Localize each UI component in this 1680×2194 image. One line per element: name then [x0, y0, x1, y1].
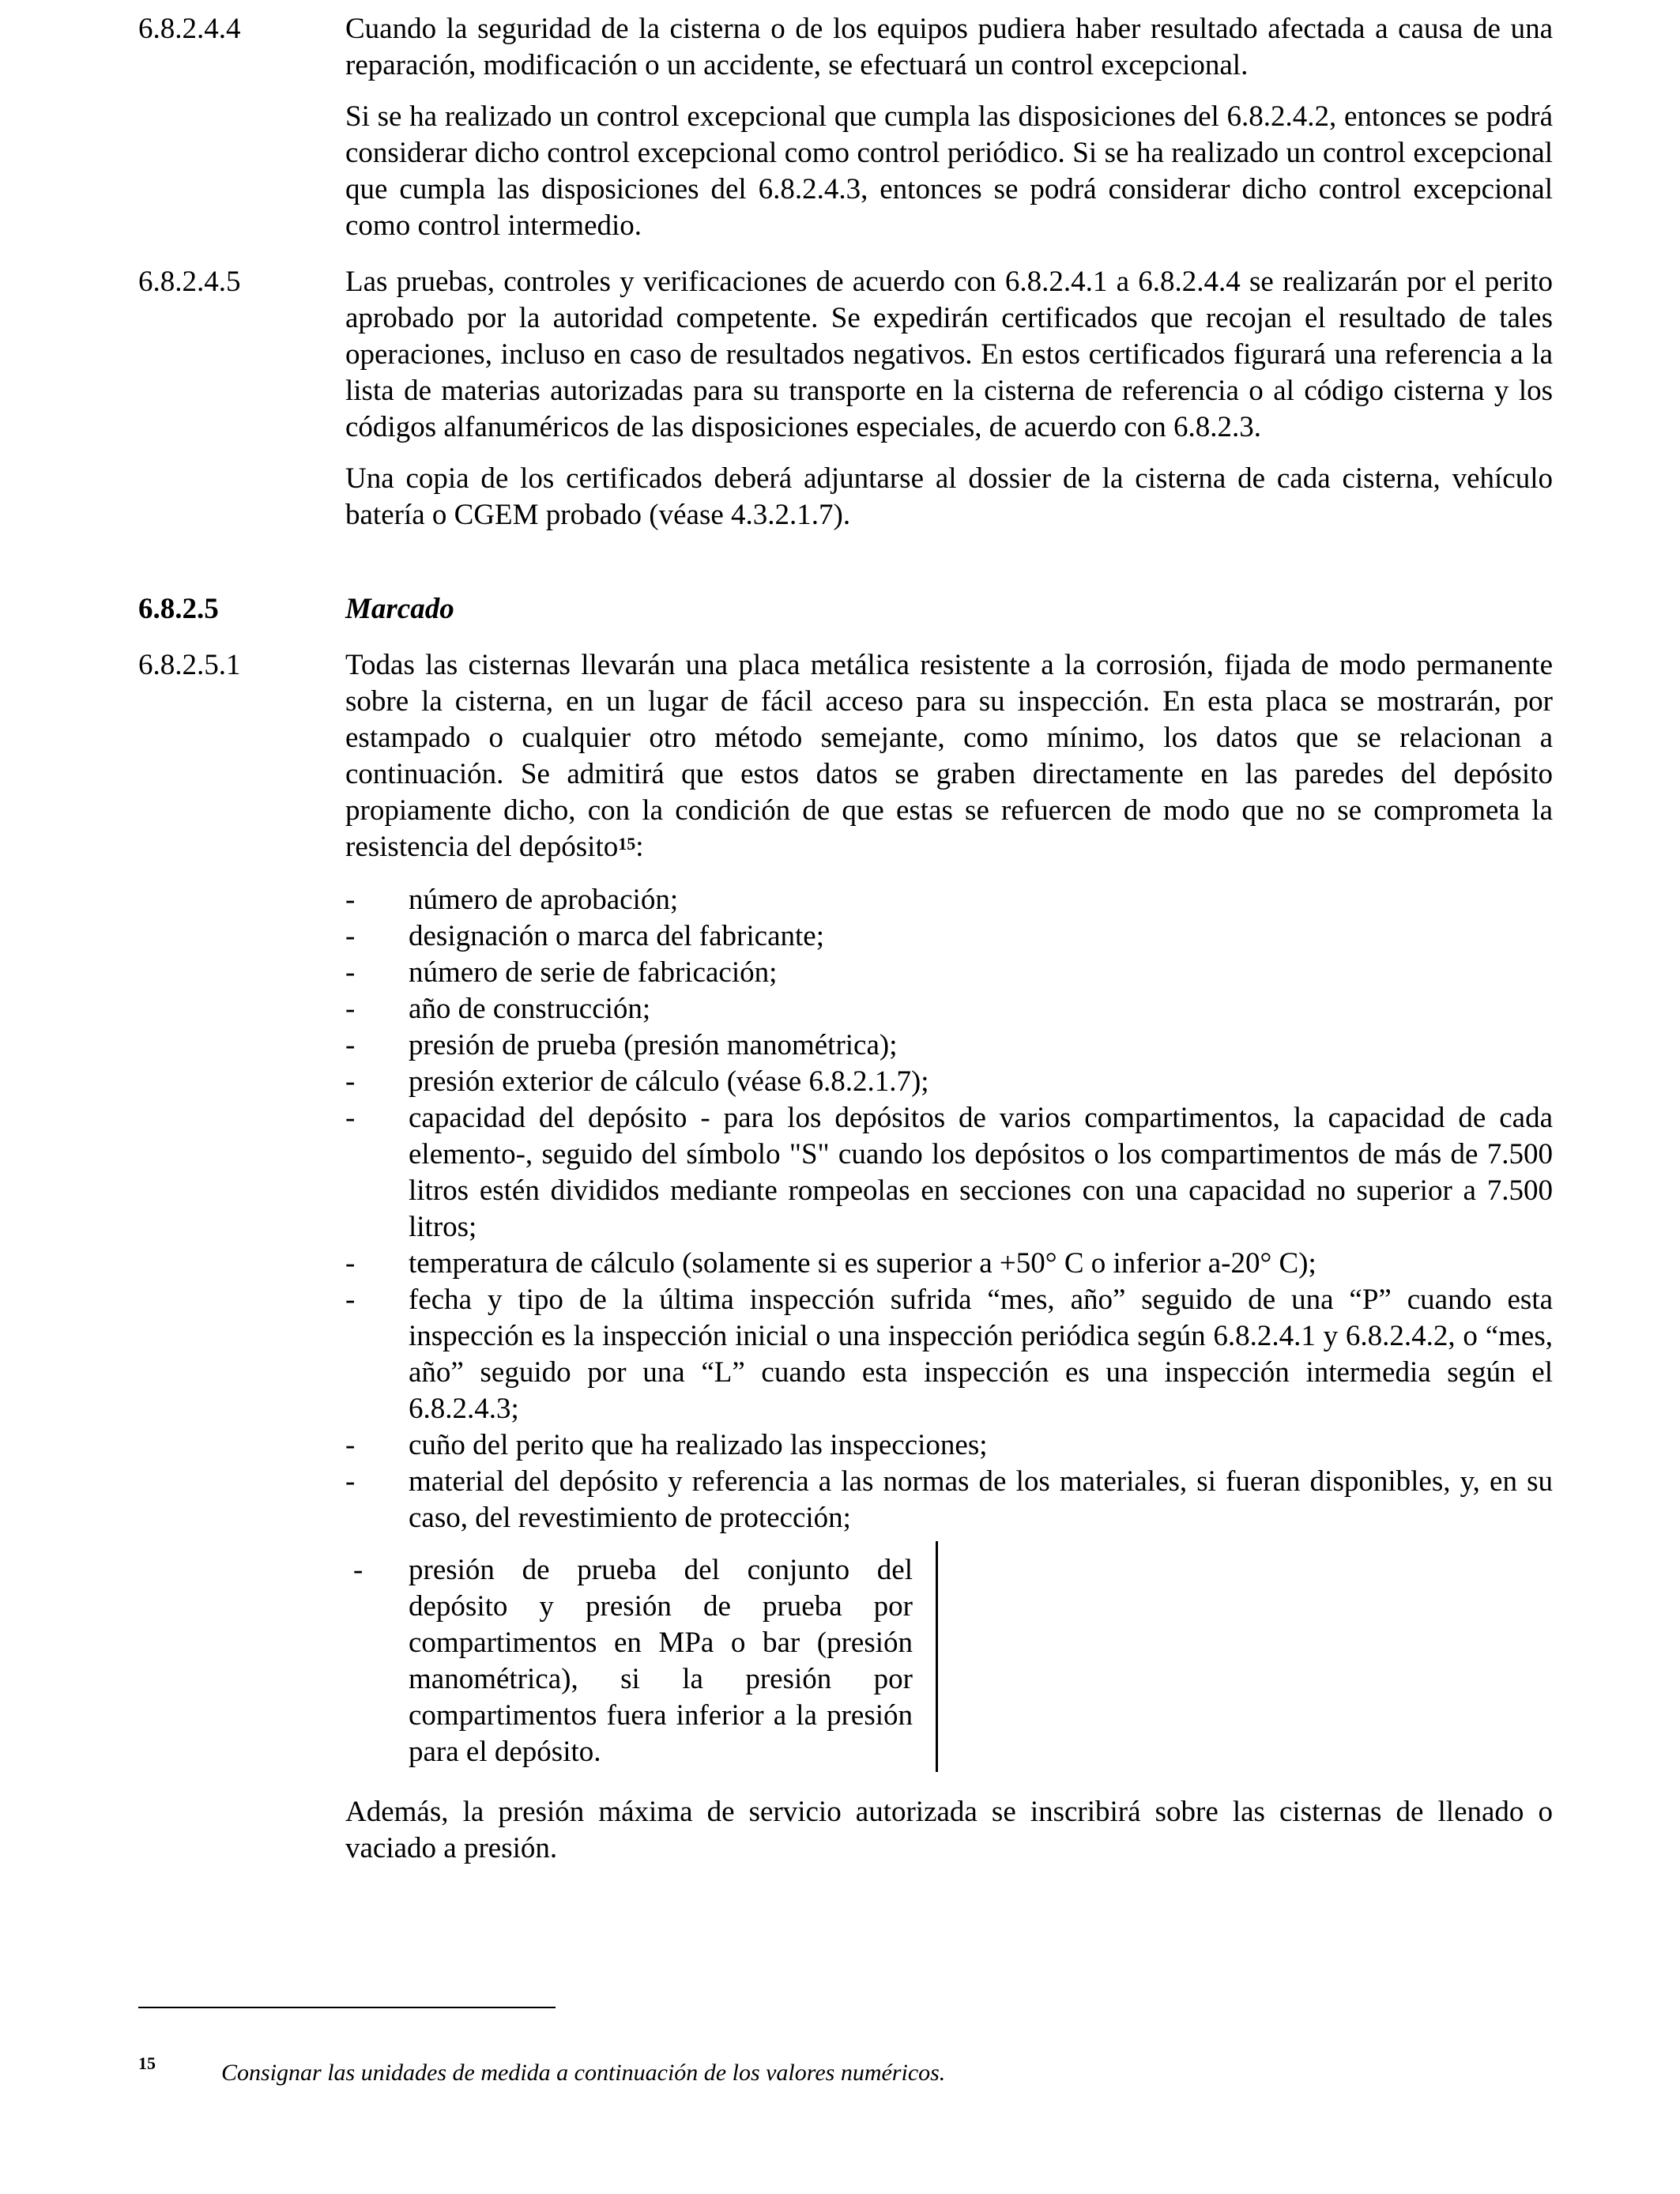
- list-item-text: temperatura de cálculo (solamente si es superior a +50° C o inferior a-20° C);: [409, 1247, 1317, 1280]
- paragraph: Las pruebas, controles y verificaciones de acuerdo con 6.8.2.4.1 a 6.8.2.4.4 se realizarán por el perito aprobado por la autoridad competente. Se expedirán certificados que recojan el resultado de tales operaciones, incluso en caso de resultados negativos. En estos certificados figurará una referencia a la lista de materias autorizadas para su transporte en la cisterna de referencia o al código cisterna y los códigos alfanuméricos de las disposiciones especiales, de acuerdo con 6.8.2.3.: [345, 266, 1553, 443]
- dash-bullet: -: [345, 1029, 356, 1061]
- section-6-8-2-5-1-continued: [138, 1794, 1553, 1882]
- paragraph: Si se ha realizado un control excepcional que cumpla las disposiciones del 6.8.2.4.2, entonces se podrá considerar dicho control excepcional como control periódico. Si se ha realizado un control excepcional que cumpla las disposiciones del 6.8.2.4.3, entonces se podrá considerar dicho control excepcional como control intermedio.: [345, 100, 1553, 242]
- footnote-reference: 15: [618, 834, 636, 854]
- list-item-text: presión de prueba del conjunto del depósito y presión de prueba por compartimentos en MPa o bar (presión manométrica), si la presión por compartimentos fuera inferior a la presión para el depósito.: [409, 1554, 913, 1768]
- paragraph: Además, la presión máxima de servicio autorizada se inscribirá sobre las cisternas de llenado o vaciado a presión.: [345, 1796, 1553, 1864]
- dash-bullet: -: [345, 884, 356, 916]
- dash-bullet: -: [345, 920, 356, 952]
- dash-bullet: -: [345, 1247, 356, 1280]
- list-item: [345, 1027, 1553, 1064]
- paragraph: [345, 647, 1553, 865]
- section-number: 6.8.2.4.4: [138, 13, 241, 45]
- marking-list: [345, 882, 1553, 1536]
- footnote-number: 15: [138, 2053, 156, 2073]
- list-item-text: designación o marca del fabricante;: [409, 920, 824, 952]
- list-item-text: fecha y tipo de la última inspección sufrida “mes, año” seguido de una “P” cuando esta inspección es la inspección inicial o una inspección periódica según 6.8.2.4.1 y 6.8.2.4.2, o “mes, año” seguido por una “L” cuando esta inspección es una inspección intermedia según el 6.8.2.4.3;: [409, 1284, 1553, 1425]
- list-item: [345, 955, 1553, 991]
- list-item-text: año de construcción;: [409, 993, 651, 1025]
- list-item: [345, 1427, 1553, 1464]
- section-6-8-2-4-4: [138, 11, 1553, 259]
- section-6-8-2-5-1: [138, 647, 1553, 1536]
- footnote-separator: [138, 2007, 556, 2008]
- paragraph-end: :: [635, 831, 644, 863]
- dash-bullet: -: [345, 1429, 356, 1461]
- list-item-text: cuño del perito que ha realizado las inspecciones;: [409, 1429, 988, 1461]
- dash-bullet: -: [345, 1284, 356, 1316]
- section-number: 6.8.2.5.1: [138, 649, 241, 681]
- list-item: [345, 1282, 1553, 1427]
- list-item: [345, 882, 1553, 918]
- list-item: [345, 1064, 1553, 1100]
- list-item-text: número de serie de fabricación;: [409, 956, 778, 989]
- section-6-8-2-4-5: [138, 264, 1553, 548]
- footnote-text: Consignar las unidades de medida a continuación de los valores numéricos.: [221, 2060, 946, 2086]
- dash-bullet: -: [345, 1065, 356, 1098]
- dash-bullet: -: [353, 1554, 363, 1586]
- list-item: [345, 918, 1553, 955]
- section-heading: Marcado: [345, 593, 454, 625]
- list-item-text: capacidad del depósito - para los depósitos de varios compartimentos, la capacidad de cada elemento-, seguido del símbolo "S" cuando los depósitos o los compartimentos de más de 7.500 litros estén divididos mediante rompeolas en secciones con una capacidad no superior a 7.500 litros;: [409, 1102, 1553, 1243]
- dash-bullet: -: [345, 1102, 356, 1134]
- section-number: 6.8.2.5: [138, 593, 219, 625]
- dash-bullet: -: [345, 956, 356, 989]
- paragraph: Cuando la seguridad de la cisterna o de los equipos pudiera haber resultado afectada a causa de una reparación, modificación o un accidente, se efectuará un control excepcional.: [345, 13, 1553, 81]
- dash-bullet: -: [345, 993, 356, 1025]
- dash-bullet: -: [345, 1465, 356, 1498]
- list-item-text: presión exterior de cálculo (véase 6.8.2.1.7);: [409, 1065, 929, 1098]
- list-item-text: presión de prueba (presión manométrica);: [409, 1029, 898, 1061]
- list-item-text: material del depósito y referencia a las normas de los materiales, si fueran disponibles, y, en su caso, del revestimiento de protección;: [409, 1465, 1553, 1534]
- change-bar: [936, 1541, 938, 1772]
- list-item: [345, 1246, 1553, 1282]
- list-item-boxed: [345, 1552, 913, 1770]
- paragraph: Una copia de los certificados deberá adjuntarse al dossier de la cisterna de cada cisterna, vehículo batería o CGEM probado (véase 4.3.2.1.7).: [345, 462, 1553, 531]
- list-item: [345, 1464, 1553, 1536]
- section-6-8-2-5: [138, 591, 1553, 628]
- list-item-text: número de aprobación;: [409, 884, 679, 916]
- paragraph-text: Todas las cisternas llevarán una placa metálica resistente a la corrosión, fijada de modo permanente sobre la cisterna, en un lugar de fácil acceso para su inspección. En esta placa se mostrarán, por estampado o cualquier otro método semejante, como mínimo, los datos que se relacionan a continuación. Se admitirá que estos datos se graben directamente en las paredes del depósito propiamente dicho, con la condición de que estas se refuercen de modo que no se comprometa la resistencia del depósito: [345, 649, 1553, 863]
- section-number: 6.8.2.4.5: [138, 266, 241, 298]
- list-item: [345, 991, 1553, 1027]
- list-item: [345, 1100, 1553, 1246]
